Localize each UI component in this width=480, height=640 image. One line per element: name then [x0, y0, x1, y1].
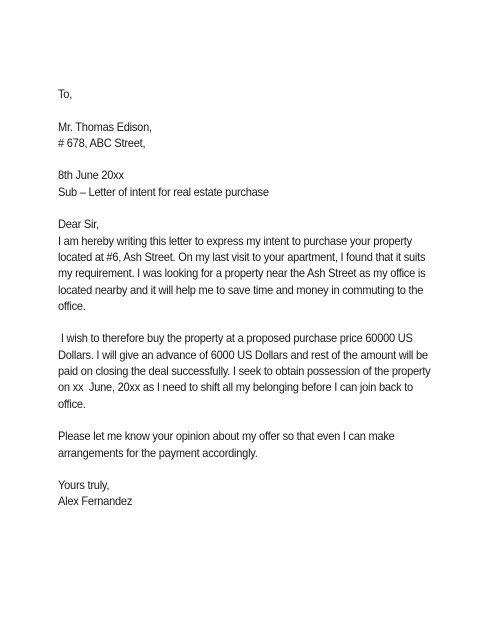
paragraph-line: I am hereby writing this letter to express my intent to purchase your property — [58, 233, 412, 248]
paragraph-line: paid on closing the deal successfully. I seek to obtain possession of the property — [58, 364, 431, 379]
recipient-name: Mr. Thomas Edison, — [58, 119, 152, 134]
paragraph-line: I wish to therefore buy the property at a proposed purchase price 60000 US — [58, 331, 413, 346]
salutation-to: To, — [58, 87, 73, 101]
paragraph-line: Dollars. I will give an advance of 6000 US Dollars and rest of the amount will be — [58, 347, 428, 362]
paragraph-1 — [58, 233, 430, 314]
recipient-address: # 678, ABC Street, — [58, 135, 146, 150]
paragraph-line: office. — [58, 396, 86, 411]
paragraph-line: located nearby and it will help me to save time and money in commuting to the — [58, 282, 424, 297]
letter-body — [58, 86, 430, 510]
greeting: Dear Sir, — [58, 217, 99, 232]
paragraph-2 — [58, 330, 430, 411]
letter-date: 8th June 20xx — [58, 168, 124, 183]
signature-name: Alex Fernandez — [58, 494, 133, 509]
paragraph-line: arrangements for the payment accordingly. — [58, 445, 258, 460]
closing: Yours truly, — [58, 478, 110, 493]
paragraph-line: office. — [58, 298, 86, 313]
paragraph-line: my requirement. I was looking for a property near the Ash Street as my office is — [58, 266, 426, 281]
paragraph-line: Please let me know your opinion about my offer so that even I can make — [58, 429, 395, 444]
paragraph-line: located at #6, Ash Street. On my last visit to your apartment, I found that it suits — [58, 249, 426, 264]
letter-subject: Sub – Letter of intent for real estate purchase — [58, 184, 269, 199]
paragraph-line: on xx June, 20xx as I need to shift all my belonging before I can join back to — [58, 380, 413, 395]
paragraph-3 — [58, 428, 430, 461]
